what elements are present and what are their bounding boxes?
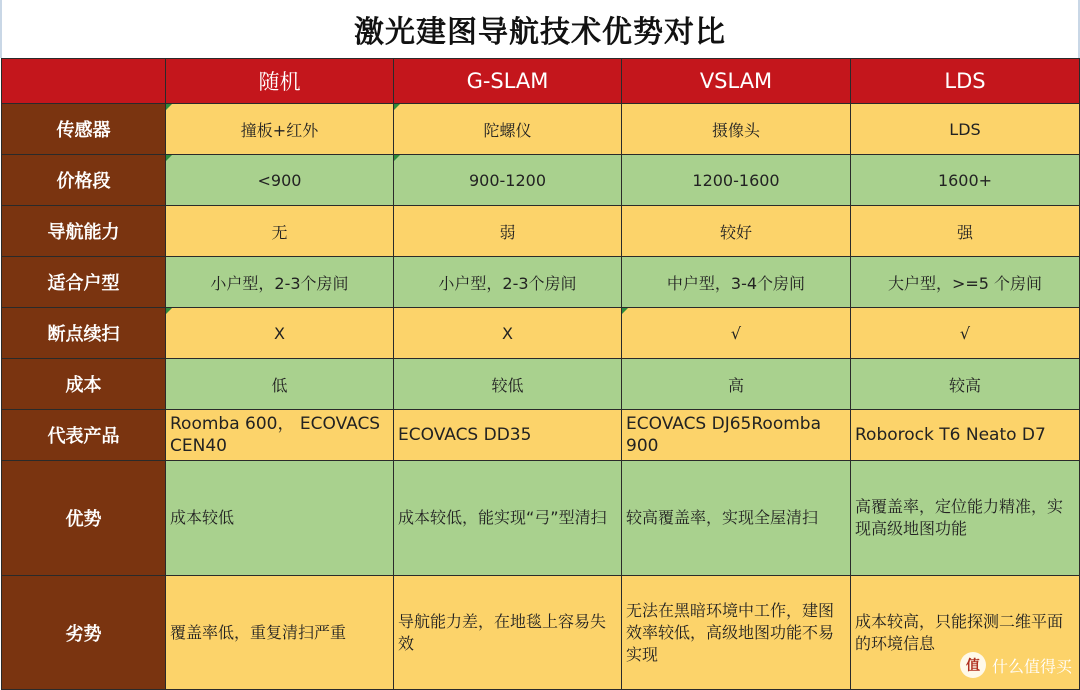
table-cell: 导航能力差，在地毯上容易失效: [394, 576, 622, 690]
table-cell: 低: [166, 359, 394, 410]
row-header: 传感器: [2, 104, 166, 155]
table-cell: X: [166, 308, 394, 359]
table-row: [2, 359, 1080, 410]
table-cell: 陀螺仪: [394, 104, 622, 155]
table-row: [2, 104, 1080, 155]
table-cell: 中户型，3-4个房间: [622, 257, 851, 308]
table-cell: 较高: [851, 359, 1080, 410]
row-header: 导航能力: [2, 206, 166, 257]
table-cell: 较好: [622, 206, 851, 257]
table-cell: X: [394, 308, 622, 359]
table-cell: LDS: [851, 104, 1080, 155]
row-header: 价格段: [2, 155, 166, 206]
table-cell: 成本较高，只能探测二维平面的环境信息: [851, 576, 1080, 690]
row-header: 优势: [2, 461, 166, 576]
table-cell: 弱: [394, 206, 622, 257]
watermark: [960, 652, 1072, 678]
table-row: [2, 206, 1080, 257]
table-cell: 小户型，2-3个房间: [166, 257, 394, 308]
table-cell: 撞板+红外: [166, 104, 394, 155]
page-title: 激光建图导航技术优势对比: [0, 0, 1080, 58]
table-cell: 成本较低: [166, 461, 394, 576]
table-row: [2, 410, 1080, 461]
column-header: LDS: [851, 59, 1080, 104]
watermark-text: 什么值得买: [991, 656, 1072, 676]
table-cell: √: [622, 308, 851, 359]
table-cell: 900-1200: [394, 155, 622, 206]
table-cell: Roomba 600， ECOVACS CEN40: [166, 410, 394, 461]
table-cell: 较低: [394, 359, 622, 410]
column-header: VSLAM: [622, 59, 851, 104]
table-cell: 无: [166, 206, 394, 257]
table-cell: 无法在黑暗环境中工作，建图效率较低，高级地图功能不易实现: [622, 576, 851, 690]
row-header: 适合户型: [2, 257, 166, 308]
table-cell: <900: [166, 155, 394, 206]
table-cell: 1600+: [851, 155, 1080, 206]
header-row: [2, 59, 1080, 104]
table-cell: 强: [851, 206, 1080, 257]
table-cell: 大户型，>=5 个房间: [851, 257, 1080, 308]
row-header: 劣势: [2, 576, 166, 690]
header-corner: [2, 59, 166, 104]
row-header: 断点续扫: [2, 308, 166, 359]
table-row: [2, 308, 1080, 359]
table-cell: 高覆盖率，定位能力精准，实现高级地图功能: [851, 461, 1080, 576]
table-cell: Roborock T6 Neato D7: [851, 410, 1080, 461]
column-header: G-SLAM: [394, 59, 622, 104]
watermark-logo-icon: 值: [960, 652, 986, 678]
column-header: 随机: [166, 59, 394, 104]
table-row: [2, 257, 1080, 308]
table-cell: 成本较低，能实现“弓”型清扫: [394, 461, 622, 576]
table-cell: 摄像头: [622, 104, 851, 155]
table-row: [2, 155, 1080, 206]
table-cell: 高: [622, 359, 851, 410]
row-header: 代表产品: [2, 410, 166, 461]
table-cell: 1200-1600: [622, 155, 851, 206]
table-cell: ECOVACS DD35: [394, 410, 622, 461]
row-header: 成本: [2, 359, 166, 410]
comparison-table: [1, 58, 1080, 690]
table-row: [2, 461, 1080, 576]
table-cell: ECOVACS DJ65Roomba 900: [622, 410, 851, 461]
table-cell: 覆盖率低，重复清扫严重: [166, 576, 394, 690]
table-row: [2, 576, 1080, 690]
table-cell: √: [851, 308, 1080, 359]
table-cell: 较高覆盖率，实现全屋清扫: [622, 461, 851, 576]
table-cell: 小户型，2-3个房间: [394, 257, 622, 308]
